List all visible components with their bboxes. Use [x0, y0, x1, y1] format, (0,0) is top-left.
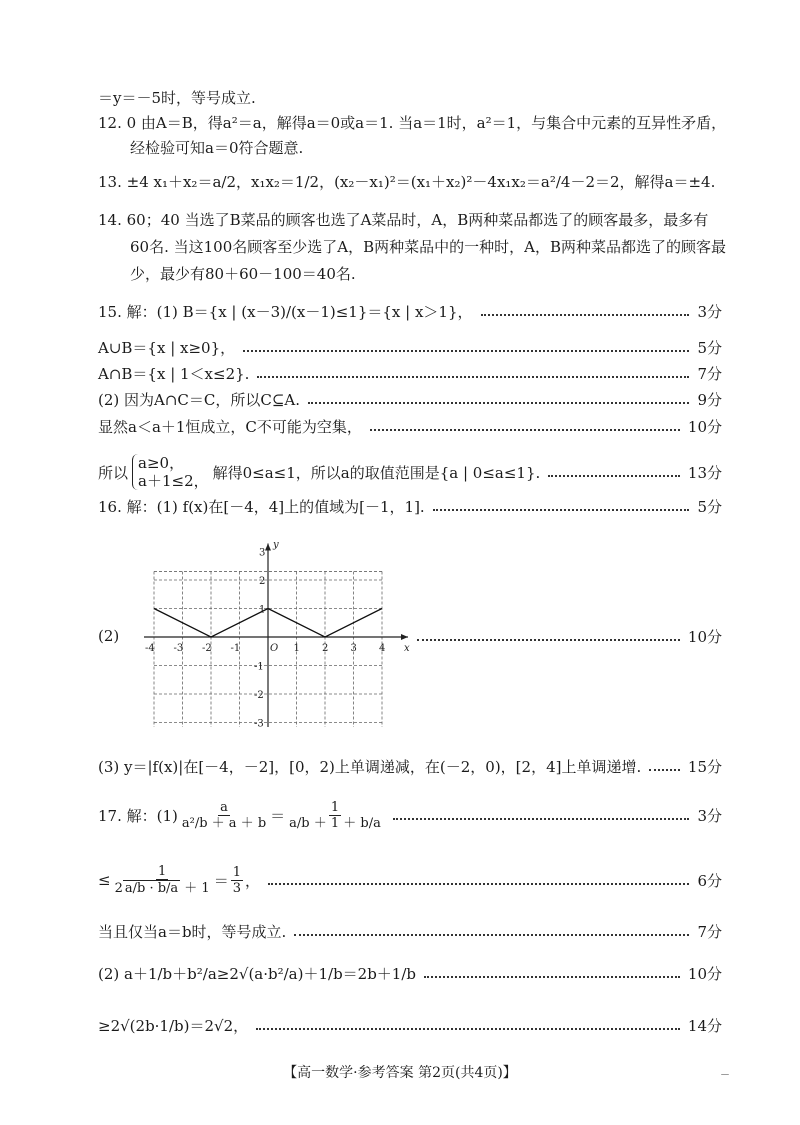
q16-score-1: 5分 — [697, 497, 722, 516]
fraction: $\frac{1}{a/b + 1 + b/a}$ — [289, 799, 381, 831]
q15-score-6: 13分 — [687, 463, 722, 482]
function-graph — [120, 527, 420, 727]
y-axis-arrow — [265, 544, 271, 551]
answer-14-line3: 少，最少有80＋60－100＝40名. — [130, 265, 356, 283]
x-tick-label: -2 — [202, 643, 212, 654]
q16-step-2: (2) — [98, 627, 120, 645]
q17-row-3 — [98, 920, 722, 942]
leader-dots — [243, 350, 689, 352]
graph-axes — [144, 544, 408, 728]
page-footer: 【高一数学·参考答案 第2页(共4页)】 — [283, 1065, 517, 1081]
q16-row-3 — [98, 755, 722, 777]
q16-row-1 — [98, 495, 722, 517]
x-tick-label: 4 — [379, 643, 386, 654]
q15-step-1: 15. 解：(1) B＝{x | (x－3)/(x－1)≤1}＝{x | x＞1}， — [98, 302, 473, 321]
q17-score-3: 7分 — [697, 922, 722, 941]
q15-row-2 — [98, 336, 722, 358]
q15-score-3: 7分 — [697, 364, 722, 383]
q16-step-3: (3) y＝|f(x)|在[－4，－2]，[0，2)上单调递减，在(－2，0)，[2，4]上单调递增. — [98, 757, 642, 776]
corner-mark: － — [720, 1070, 730, 1081]
fraction: $\frac{1}{2 a/b \cdot b/a + 1}$ — [114, 864, 210, 896]
answer-14: 14. 60；40 当选了B菜品的顾客也选了A菜品时，A，B两种菜品都选了的顾客最多，最多有 — [98, 211, 709, 229]
answer-12-continued: 经检验可知a＝0符合题意. — [130, 139, 304, 157]
q15-row-3 — [98, 362, 722, 384]
answer-12: 12. 0 由A＝B，得a²＝a，解得a＝0或a＝1. 当a＝1时，a²＝1，与集合中元素的互异性矛盾， — [98, 114, 727, 132]
q16-score-3: 15分 — [687, 757, 722, 776]
q15-step-2: A∪B＝{x | x≥0}， — [98, 338, 236, 357]
leader-dots — [257, 376, 689, 378]
leader-dots — [481, 314, 690, 316]
q17-row-2 — [98, 855, 722, 905]
leader-dots — [256, 1028, 680, 1030]
answer-13: 13. ±4 x₁＋x₂＝a/2，x₁x₂＝1/2，(x₂－x₁)²＝(x₁＋x₂)²－4x₁x₂＝a²/4－2＝2，解得a＝±4. — [98, 173, 716, 191]
q15-score-2: 5分 — [697, 338, 722, 357]
x-tick-label: 2 — [322, 643, 329, 654]
q15-step-3: A∩B＝{x | 1＜x≤2}. — [98, 364, 250, 383]
equals-sign: ＝ — [270, 806, 286, 825]
leader-dots — [433, 509, 690, 511]
answer-14-line2: 60名. 当这100名顾客至少选了A，B两种菜品中的一种时，A，B两种菜品都选了的顾客最 — [130, 238, 726, 256]
graph-tick-labels — [145, 540, 410, 728]
y-tick-label: -2 — [254, 690, 264, 701]
leader-dots — [548, 475, 680, 477]
q17-score-4: 10分 — [687, 964, 722, 983]
fraction: $\frac{a}{\text{a²/b ＋ a ＋ b}}$ — [181, 799, 267, 831]
q17-step-4: (2) a＋1/b＋b²/a≥2√(a·b²/a)＋1/b＝2b＋1/b — [98, 964, 417, 983]
q16-score-2: 10分 — [687, 627, 722, 646]
q15-row-4 — [98, 388, 722, 410]
leader-dots — [308, 402, 689, 404]
q15-step-6: 解得0≤a≤1，所以a的取值范围是{a | 0≤a≤1}. — [212, 463, 541, 482]
q15-row-5 — [98, 415, 722, 437]
x-tick-label: 1 — [293, 643, 300, 654]
leader-dots — [424, 976, 680, 978]
y-tick-label: -3 — [254, 718, 264, 727]
q15-row-1 — [98, 300, 722, 322]
system-line-1: a≥0， — [138, 454, 185, 472]
q15-step-6-prefix: 所以 — [98, 463, 129, 482]
equals-sign: ＝ — [213, 871, 229, 890]
q15-score-4: 9分 — [697, 390, 722, 409]
q17-step-5: ≥2√(2b·1/b)＝2√2， — [98, 1016, 249, 1035]
leader-dots — [370, 429, 680, 431]
system-line-2: a＋1≤2， — [138, 472, 209, 490]
q15-step-5: 显然a＜a＋1恒成立，C不可能为空集， — [98, 417, 362, 436]
leader-dots — [294, 934, 689, 936]
q17-step-3: 当且仅当a＝b时，等号成立. — [98, 922, 287, 941]
x-axis-label: x — [404, 643, 410, 654]
y-tick-label: 1 — [259, 604, 266, 616]
q17-step-1-prefix: 17. 解：(1) — [98, 806, 178, 825]
y-tick-label: 3 — [259, 547, 266, 559]
q15-score-1: 3分 — [697, 302, 722, 321]
x-tick-label: -4 — [145, 643, 155, 654]
q17-score-5: 14分 — [687, 1016, 722, 1035]
fraction: $\frac{1}{3}$ — [232, 864, 242, 896]
q15-step-4: (2) 因为A∩C＝C，所以C⊆A. — [98, 390, 301, 409]
q17-row-5 — [98, 1014, 722, 1036]
leader-dots — [268, 883, 689, 885]
answer-line-continued: ＝y＝－5时，等号成立. — [98, 89, 256, 107]
leq-sign: ≤ — [98, 871, 111, 889]
leader-dots — [417, 639, 680, 641]
q17-row-1 — [98, 790, 722, 840]
q17-score-2: 6分 — [697, 871, 722, 890]
y-axis-label: y — [273, 539, 279, 551]
q17-score-1: 3分 — [697, 806, 722, 825]
x-axis-arrow — [401, 634, 408, 640]
comma: ， — [245, 871, 261, 890]
y-tick-label: -1 — [254, 661, 264, 673]
q17-row-4 — [98, 962, 722, 984]
q16-step-1: 16. 解：(1) f(x)在[－4，4]上的值域为[－1，1]. — [98, 497, 425, 516]
inequality-system — [132, 454, 209, 490]
x-tick-label: -3 — [173, 643, 184, 654]
q15-score-5: 10分 — [687, 417, 722, 436]
origin-label: O — [270, 643, 279, 654]
x-tick-label: 3 — [350, 643, 357, 654]
leader-dots — [393, 818, 690, 820]
q15-row-6 — [98, 452, 722, 492]
y-tick-label: 2 — [259, 576, 266, 587]
leader-dots — [649, 769, 680, 771]
x-tick-label: -1 — [230, 643, 241, 654]
